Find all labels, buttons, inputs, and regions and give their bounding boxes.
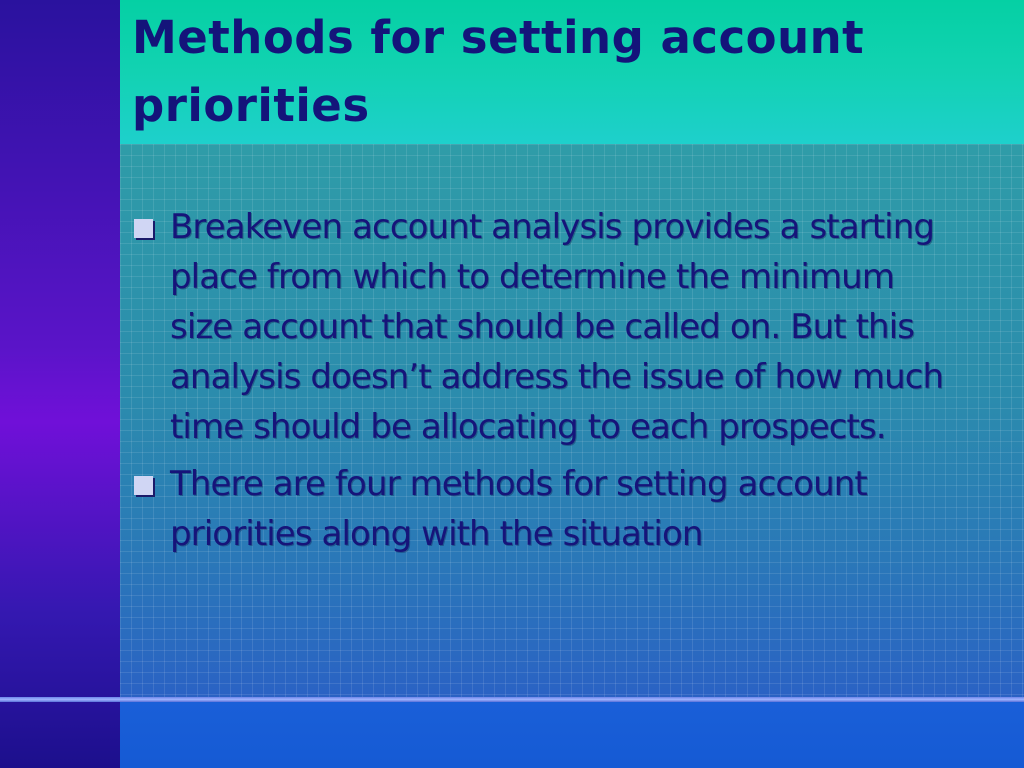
bullet-item: [132, 202, 962, 452]
square-bullet-icon: [134, 219, 153, 238]
bullet-item: [132, 459, 962, 559]
title-band: [120, 0, 1024, 144]
left-accent-bar: [0, 0, 120, 768]
bullet-text: Breakeven account analysis provides a starting place from which to determine the minimum size account that should be called on. But this analysis doesn’t address the issue of how much time should be allocating to each prospects.: [170, 207, 944, 447]
footer-band: [120, 702, 1024, 768]
square-bullet-icon: [134, 476, 153, 495]
bullet-list: [132, 202, 962, 566]
slide-title: Methods for setting account priorities: [132, 11, 865, 132]
bullet-text: There are four methods for setting account priorities along with the situation: [170, 464, 867, 554]
